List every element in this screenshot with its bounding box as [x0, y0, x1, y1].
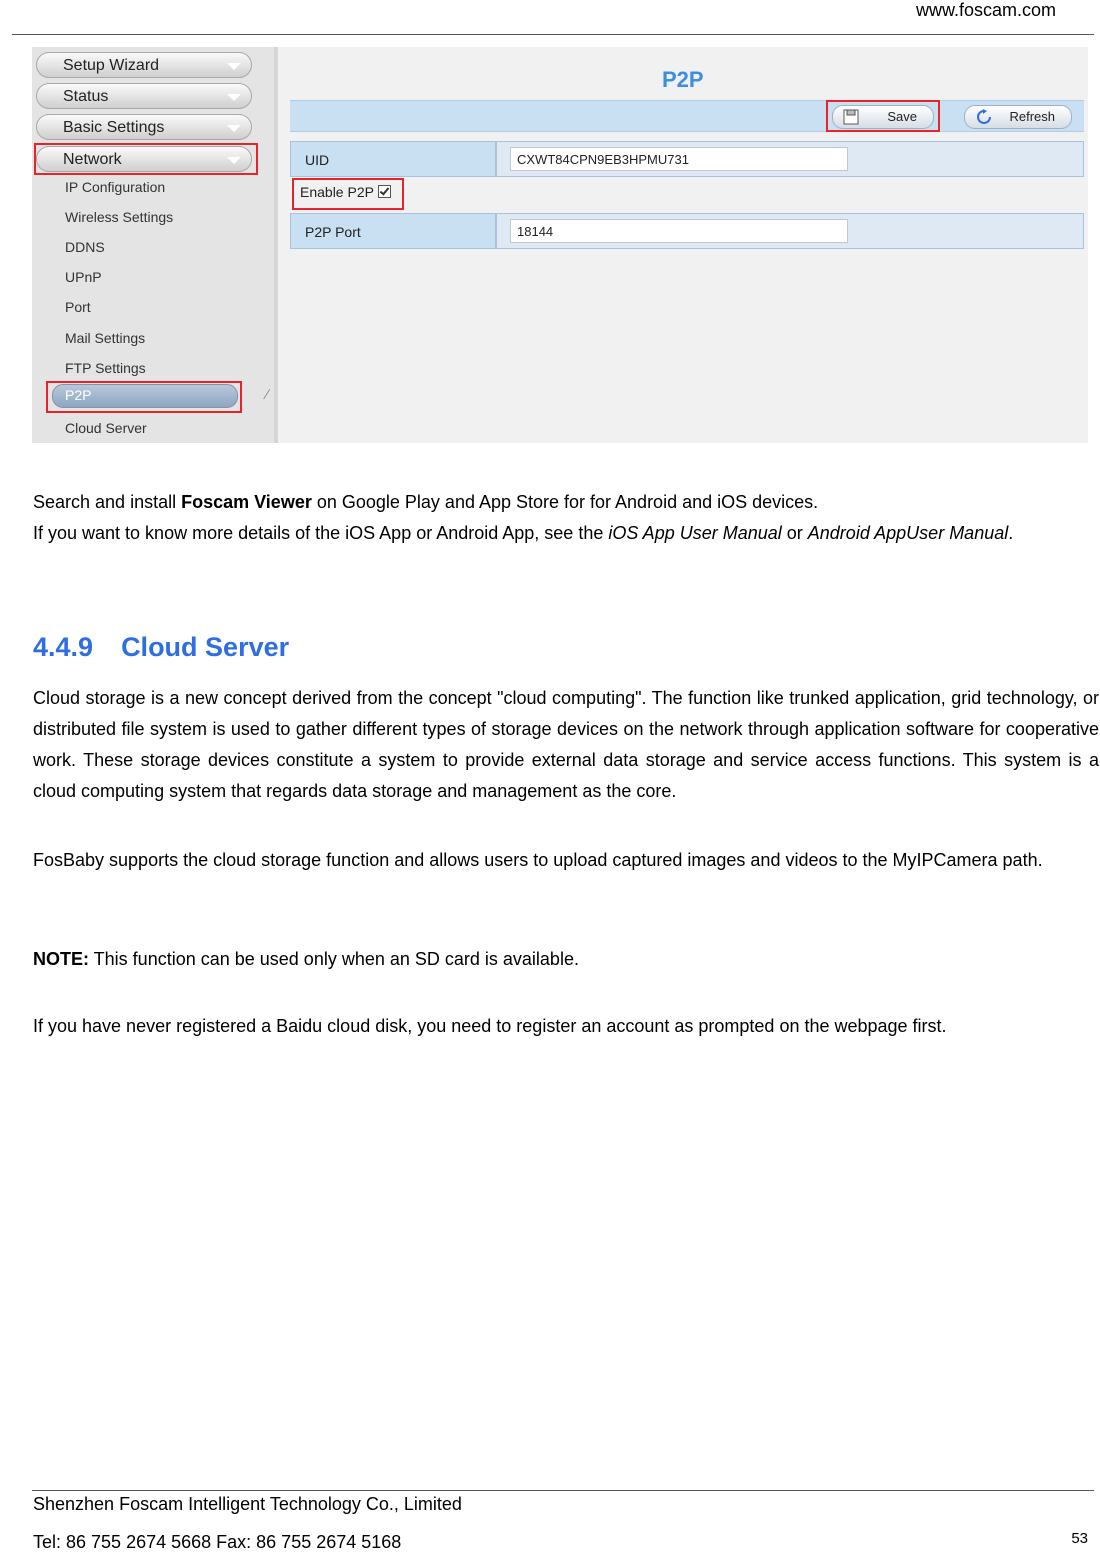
p2p-port-field[interactable]: 18144: [510, 219, 848, 243]
menu-label: Basic Settings: [63, 119, 165, 136]
refresh-icon: [975, 109, 993, 125]
baidu-paragraph: If you have never registered a Baidu cloud disk, you need to register an account as prompted on the webpage first.: [33, 1016, 947, 1036]
menu-label: Status: [63, 88, 109, 105]
submenu-ftp-settings[interactable]: FTP Settings: [65, 360, 146, 376]
manual-paragraph: [33, 518, 1099, 549]
footer-company: Shenzhen Foscam Intelligent Technology Co., Limited: [33, 1494, 462, 1514]
text: or: [781, 523, 808, 543]
text: Search and install: [33, 492, 182, 512]
note-text: This function can be used only when an SD card is available.: [89, 949, 579, 969]
resize-grip-icon[interactable]: ∕: [266, 386, 269, 402]
header-rule: [12, 34, 1094, 35]
submenu-port[interactable]: Port: [65, 299, 91, 315]
menu-status[interactable]: [36, 83, 252, 109]
app-name: Foscam Viewer: [181, 492, 312, 512]
menu-label: Setup Wizard: [63, 57, 160, 74]
section-heading: [33, 632, 289, 663]
menu-basic-settings[interactable]: [36, 114, 252, 140]
p2p-settings-screenshot: [32, 47, 1088, 443]
submenu-mail-settings[interactable]: Mail Settings: [65, 330, 146, 346]
refresh-button[interactable]: [964, 105, 1072, 129]
highlight-enable-p2p: [292, 178, 404, 210]
text: If you want to know more details of the iOS App or Android App, see the: [33, 523, 609, 543]
sidebar-divider: [274, 47, 278, 443]
save-label: Save: [887, 109, 917, 124]
chevron-down-icon: [227, 125, 241, 132]
refresh-label: Refresh: [1009, 109, 1055, 124]
footer-rule: [32, 1490, 1094, 1491]
submenu-upnp[interactable]: UPnP: [65, 269, 102, 285]
note-label: NOTE:: [33, 949, 89, 969]
footer-contact: Tel: 86 755 2674 5668 Fax: 86 755 2674 5168: [33, 1532, 402, 1552]
cloud-storage-paragraph: Cloud storage is a new concept derived from the concept "cloud computing". The function like trunked application, grid technology, or distributed file system is used to gather different types of storage devices on the network through application software for cooperative work. These storage devices constitute a system to provide external data storage and service access functions. This system is a cloud computing system that regards data storage and management as the core.: [33, 688, 1099, 801]
note-paragraph: [33, 944, 1099, 975]
ios-manual-ref: iOS App User Manual: [608, 523, 782, 543]
submenu-ip-configuration[interactable]: IP Configuration: [65, 179, 166, 195]
uid-label: UID: [290, 141, 496, 177]
section-number: 4.4.9: [33, 632, 94, 662]
uid-field[interactable]: CXWT84CPN9EB3HPMU731: [510, 147, 848, 171]
p2p-port-label: P2P Port: [290, 213, 496, 249]
fosbaby-paragraph: FosBaby supports the cloud storage function and allows users to upload captured images and videos to the MyIPCamera path.: [33, 850, 1043, 870]
menu-label: Network: [63, 151, 122, 168]
page-title: P2P: [662, 67, 704, 92]
submenu-cloud-server[interactable]: Cloud Server: [65, 420, 147, 436]
highlight-network: [34, 143, 258, 175]
text: .: [1008, 523, 1014, 543]
enable-p2p-label: Enable P2P: [300, 184, 374, 200]
install-paragraph: [33, 487, 1099, 518]
page-number: 53: [1071, 1530, 1088, 1547]
text: on Google Play and App Store for for Android and iOS devices.: [311, 492, 819, 512]
chevron-down-icon: [227, 94, 241, 101]
highlight-save: [826, 100, 940, 132]
chevron-down-icon: [227, 63, 241, 70]
sidebar: [32, 47, 274, 443]
section-title: Cloud Server: [121, 632, 290, 662]
submenu-label: P2P: [65, 387, 92, 403]
submenu-ddns[interactable]: DDNS: [65, 239, 105, 255]
menu-setup-wizard[interactable]: [36, 52, 252, 78]
header-website: www.foscam.com: [915, 0, 1056, 20]
highlight-p2p: [46, 381, 242, 413]
submenu-wireless-settings[interactable]: Wireless Settings: [65, 209, 174, 225]
android-manual-ref: Android AppUser Manual: [807, 523, 1009, 543]
